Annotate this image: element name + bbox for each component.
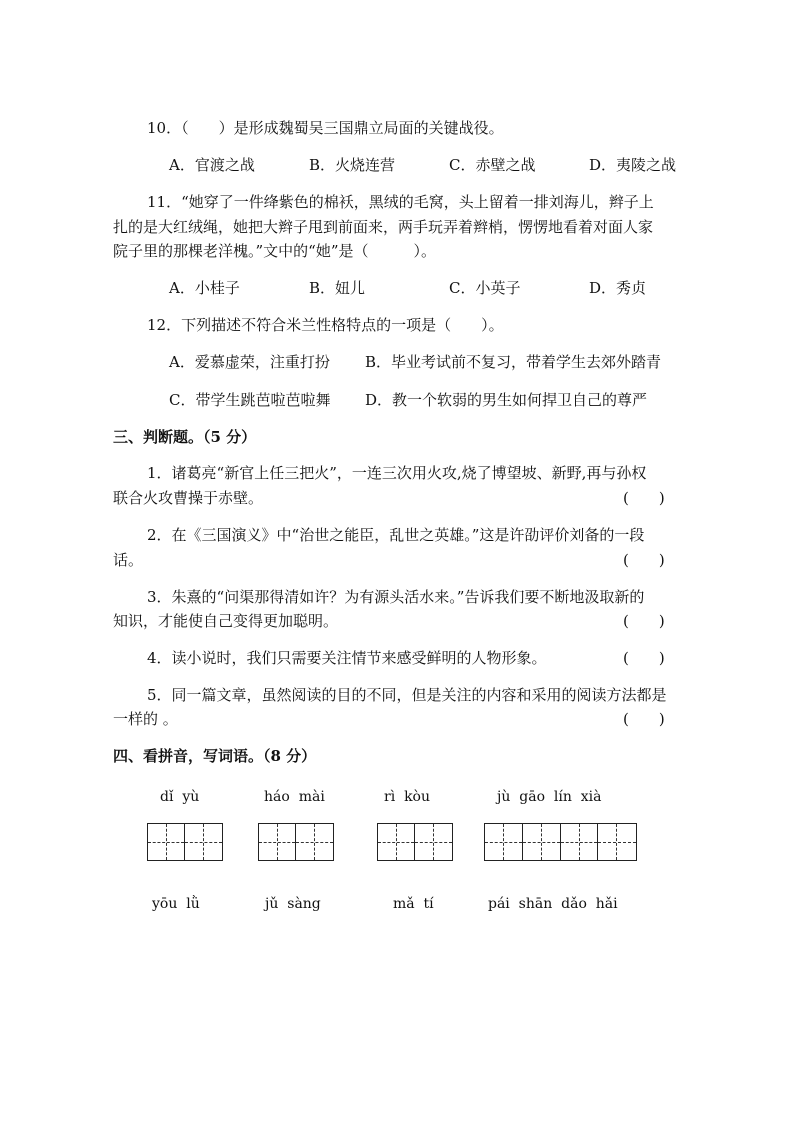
judge-2-answer-paren: ( )	[623, 551, 665, 569]
pinyin-5: yōu lǜ	[152, 896, 200, 912]
section-4-heading: 四、看拼音，写词语。（8 分）	[113, 747, 317, 765]
q10-option-a: A．官渡之战	[169, 156, 255, 174]
section-3-heading: 三、判断题。（5 分）	[113, 428, 257, 446]
q11-option-a: A．小桂子	[169, 279, 240, 297]
judge-4-line-1: 4．读小说时，我们只需要关注情节来感受鲜明的人物形象。	[147, 649, 547, 667]
judge-5-line-2: 一样的 。	[113, 710, 178, 728]
writing-grid-3[interactable]	[377, 823, 453, 861]
q11-line-2: 扎的是大红绒绳，她把大辫子甩到前面来，两手玩弄着辫梢，愣愣地看着对面人家	[113, 218, 654, 236]
judge-2-line-2: 话。	[113, 551, 144, 569]
writing-cell[interactable]	[523, 824, 561, 860]
q10-option-b: B．火烧连营	[309, 156, 396, 174]
q12-option-d: D．教一个软弱的男生如何捍卫自己的尊严	[365, 391, 648, 409]
judge-3-line-1: 3．朱熹的“问渠那得清如许？为有源头活水来。”告诉我们要不断地汲取新的	[147, 588, 645, 606]
judge-1-line-2: 联合火攻曹操于赤壁。	[113, 489, 264, 507]
writing-cell[interactable]	[378, 824, 415, 860]
judge-4-answer-paren: ( )	[623, 649, 665, 667]
q11-line-1: 11．“她穿了一件绛紫色的棉袄，黑绒的毛窝，头上留着一排刘海儿，辫子上	[147, 193, 654, 211]
writing-cell[interactable]	[415, 824, 452, 860]
q11-option-d: D．秀贞	[589, 279, 647, 297]
writing-grid-2[interactable]	[258, 823, 334, 861]
writing-cell[interactable]	[259, 824, 296, 860]
writing-cell[interactable]	[148, 824, 185, 860]
q11-option-b: B．妞儿	[309, 279, 366, 297]
q11-line-3: 院子里的那棵老洋槐。”文中的“她”是（ ）。	[113, 242, 437, 260]
q10-option-c: C．赤壁之战	[449, 156, 536, 174]
writing-cell[interactable]	[485, 824, 523, 860]
judge-2-line-1: 2．在《三国演义》中“治世之能臣，乱世之英雄。”这是许劭评价刘备的一段	[147, 526, 645, 544]
q12-option-b: B．毕业考试前不复习，带着学生去郊外踏青	[365, 353, 662, 371]
pinyin-7: mǎ tí	[393, 896, 434, 912]
pinyin-1: dǐ yù	[160, 789, 200, 805]
judge-5-answer-paren: ( )	[623, 710, 665, 728]
pinyin-6: jǔ sàng	[265, 896, 321, 912]
writing-cell[interactable]	[296, 824, 333, 860]
pinyin-2: háo mài	[264, 789, 325, 805]
q10-stem: 10．（ ）是形成魏蜀吴三国鼎立局面的关键战役。	[147, 119, 504, 137]
writing-cell[interactable]	[561, 824, 599, 860]
q10-option-d: D．夷陵之战	[589, 156, 677, 174]
writing-grid-1[interactable]	[147, 823, 223, 861]
q12-option-a: A．爱慕虚荣，注重打扮	[169, 353, 330, 371]
judge-5-line-1: 5．同一篇文章，虽然阅读的目的不同，但是关注的内容和采用的阅读方法都是	[147, 686, 667, 704]
writing-cell[interactable]	[598, 824, 636, 860]
q11-option-c: C．小英子	[449, 279, 521, 297]
writing-grid-4[interactable]	[484, 823, 637, 861]
q12-stem: 12．下列描述不符合米兰性格特点的一项是（ ）。	[147, 316, 504, 334]
judge-1-line-1: 1．诸葛亮“新官上任三把火”，一连三次用火攻,烧了博望坡、新野,再与孙权	[147, 464, 647, 482]
judge-1-answer-paren: ( )	[623, 489, 665, 507]
judge-3-answer-paren: ( )	[623, 612, 665, 630]
pinyin-4: jù gāo lín xià	[497, 789, 602, 805]
writing-cell[interactable]	[185, 824, 222, 860]
pinyin-3: rì kòu	[384, 789, 430, 805]
judge-3-line-2: 知识，才能使自己变得更加聪明。	[113, 612, 339, 630]
q12-option-c: C．带学生跳芭啦芭啦舞	[169, 391, 331, 409]
pinyin-8: pái shān dǎo hǎi	[488, 896, 618, 912]
